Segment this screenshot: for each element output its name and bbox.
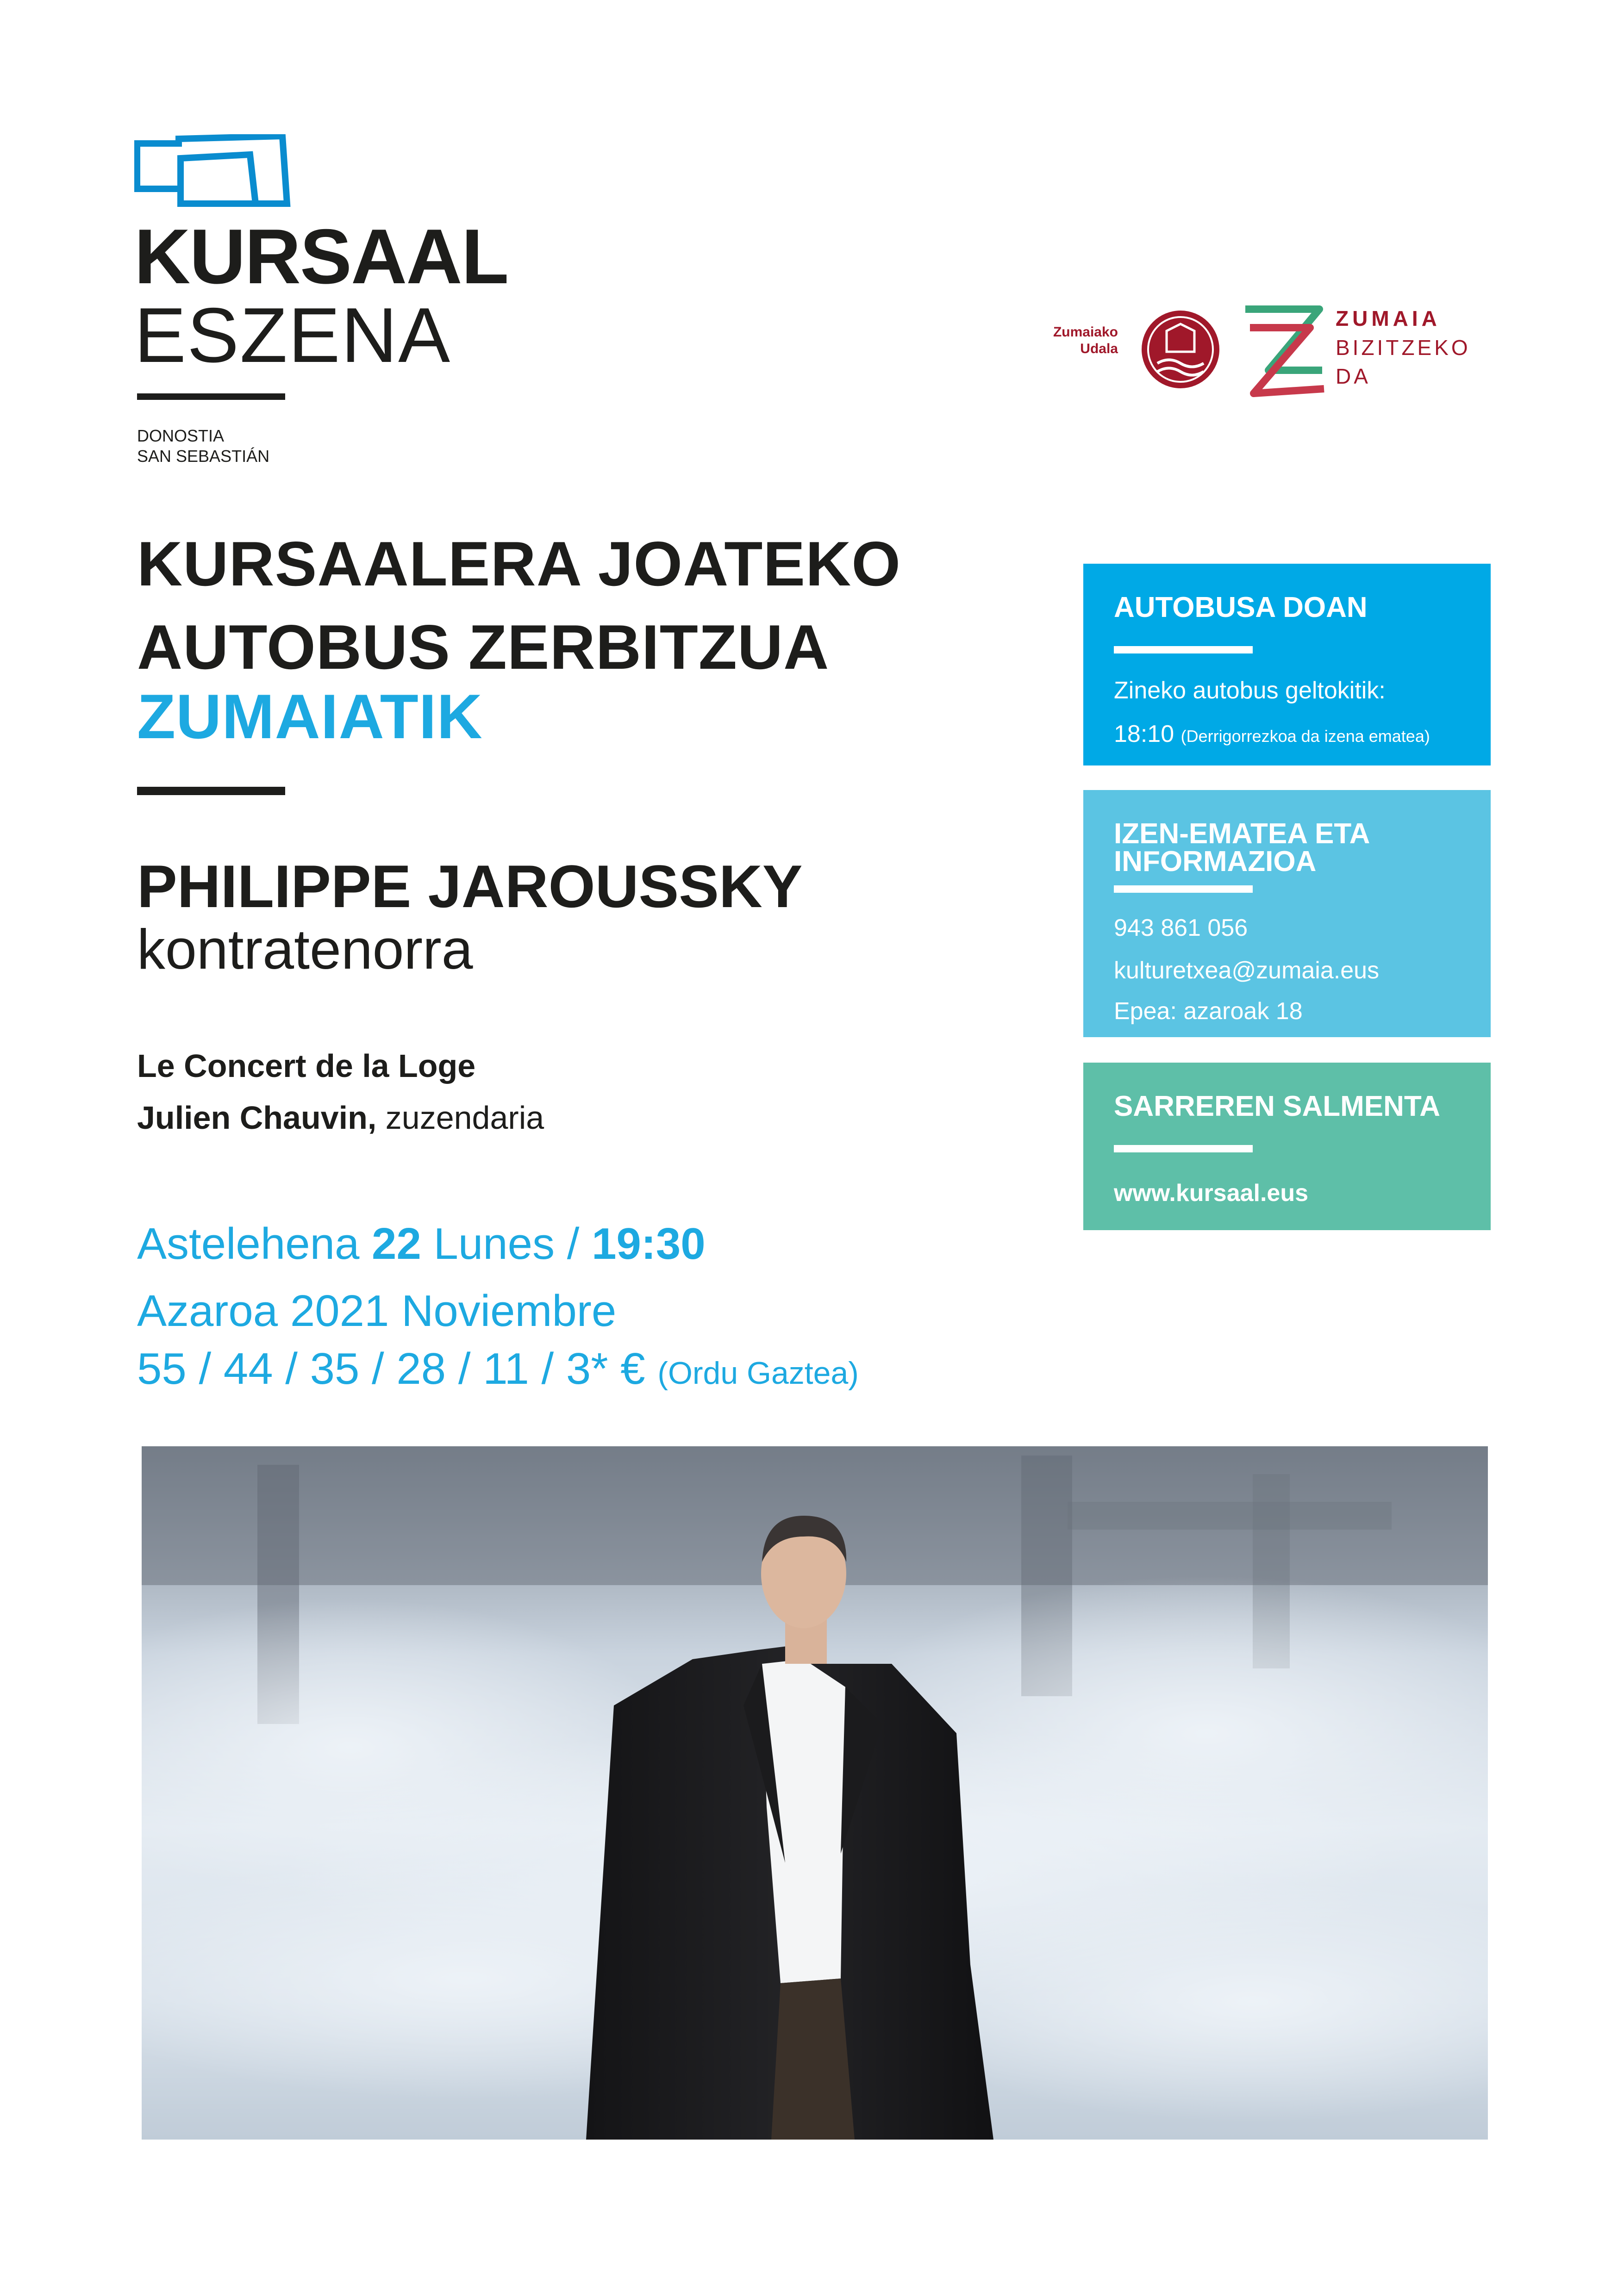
event-price-line xyxy=(137,1344,859,1394)
price-note: (Ordu Gaztea) xyxy=(657,1356,859,1391)
artist-name: PHILIPPE JAROUSSKY xyxy=(137,852,803,920)
ticket-sales-box xyxy=(1083,1063,1491,1230)
headline-line1: KURSAALERA JOATEKO xyxy=(137,529,901,599)
udala-seal-icon xyxy=(1139,308,1222,391)
event-time: 19:30 xyxy=(592,1219,706,1269)
registration-box-rule xyxy=(1114,885,1253,893)
zumaia-slogan-line2: BIZITZEKO xyxy=(1336,336,1471,360)
bus-stop-label: Zineko autobus geltokitik: xyxy=(1114,677,1386,704)
zumaia-slogan-line3: DA xyxy=(1336,364,1371,388)
conductor-role: zuzendaria xyxy=(385,1100,544,1136)
bus-departure-time: 18:10 xyxy=(1114,721,1174,747)
logo-city-line1: DONOSTIA xyxy=(137,426,225,445)
sales-box-rule xyxy=(1114,1145,1253,1152)
day-basque: Astelehena xyxy=(137,1219,360,1269)
bus-departure-note: (Derrigorrezkoa da izena ematea) xyxy=(1181,727,1430,746)
bus-departure-line xyxy=(1114,722,1430,746)
kursaal-logo-mark xyxy=(134,134,292,208)
registration-info-box xyxy=(1083,790,1491,1037)
artist-photo xyxy=(142,1446,1488,2140)
zumaia-slogan-line1: ZUMAIA xyxy=(1336,306,1441,330)
day-spanish: Lunes / xyxy=(433,1219,580,1269)
event-date-line xyxy=(137,1219,706,1269)
conductor-line xyxy=(137,1101,544,1134)
bus-info-box xyxy=(1083,564,1491,765)
bus-box-rule xyxy=(1114,646,1253,653)
udala-line2: Udala xyxy=(1080,341,1118,356)
registration-email[interactable]: kulturetxea@zumaia.eus xyxy=(1114,957,1380,984)
bus-box-title: AUTOBUSA DOAN xyxy=(1114,591,1368,623)
artist-photo-illustration xyxy=(142,1446,1488,2140)
sales-url-link[interactable]: www.kursaal.eus xyxy=(1114,1180,1309,1207)
registration-title-line2: INFORMAZIOA xyxy=(1114,846,1317,877)
headline-line3: ZUMAIATIK xyxy=(137,681,483,752)
price-list: 55 / 44 / 35 / 28 / 11 / 3* € xyxy=(137,1344,645,1394)
zumaiako-udala-label xyxy=(1035,324,1118,357)
registration-deadline: Epea: azaroak 18 xyxy=(1114,998,1303,1025)
logo-city-line2: SAN SEBASTIÁN xyxy=(137,447,270,466)
sales-box-title: SARREREN SALMENTA xyxy=(1114,1090,1440,1122)
udala-line1: Zumaiako xyxy=(1053,324,1118,340)
artist-role: kontratenorra xyxy=(137,918,473,981)
logo-divider xyxy=(137,393,285,400)
headline-line2: AUTOBUS ZERBITZUA xyxy=(137,612,830,682)
ensemble-name: Le Concert de la Loge xyxy=(137,1048,476,1084)
zumaia-z-logo-icon xyxy=(1241,301,1329,398)
logo-wordmark-kursaal: KURSAAL xyxy=(134,213,508,300)
event-month-line: Azaroa 2021 Noviembre xyxy=(137,1286,617,1336)
headline-divider xyxy=(137,787,285,795)
logo-wordmark-eszena: ESZENA xyxy=(134,292,451,379)
registration-phone[interactable]: 943 861 056 xyxy=(1114,915,1248,941)
conductor-name: Julien Chauvin, xyxy=(137,1100,377,1136)
registration-title-line1: IZEN-EMATEA ETA xyxy=(1114,818,1370,850)
day-number: 22 xyxy=(372,1219,421,1269)
